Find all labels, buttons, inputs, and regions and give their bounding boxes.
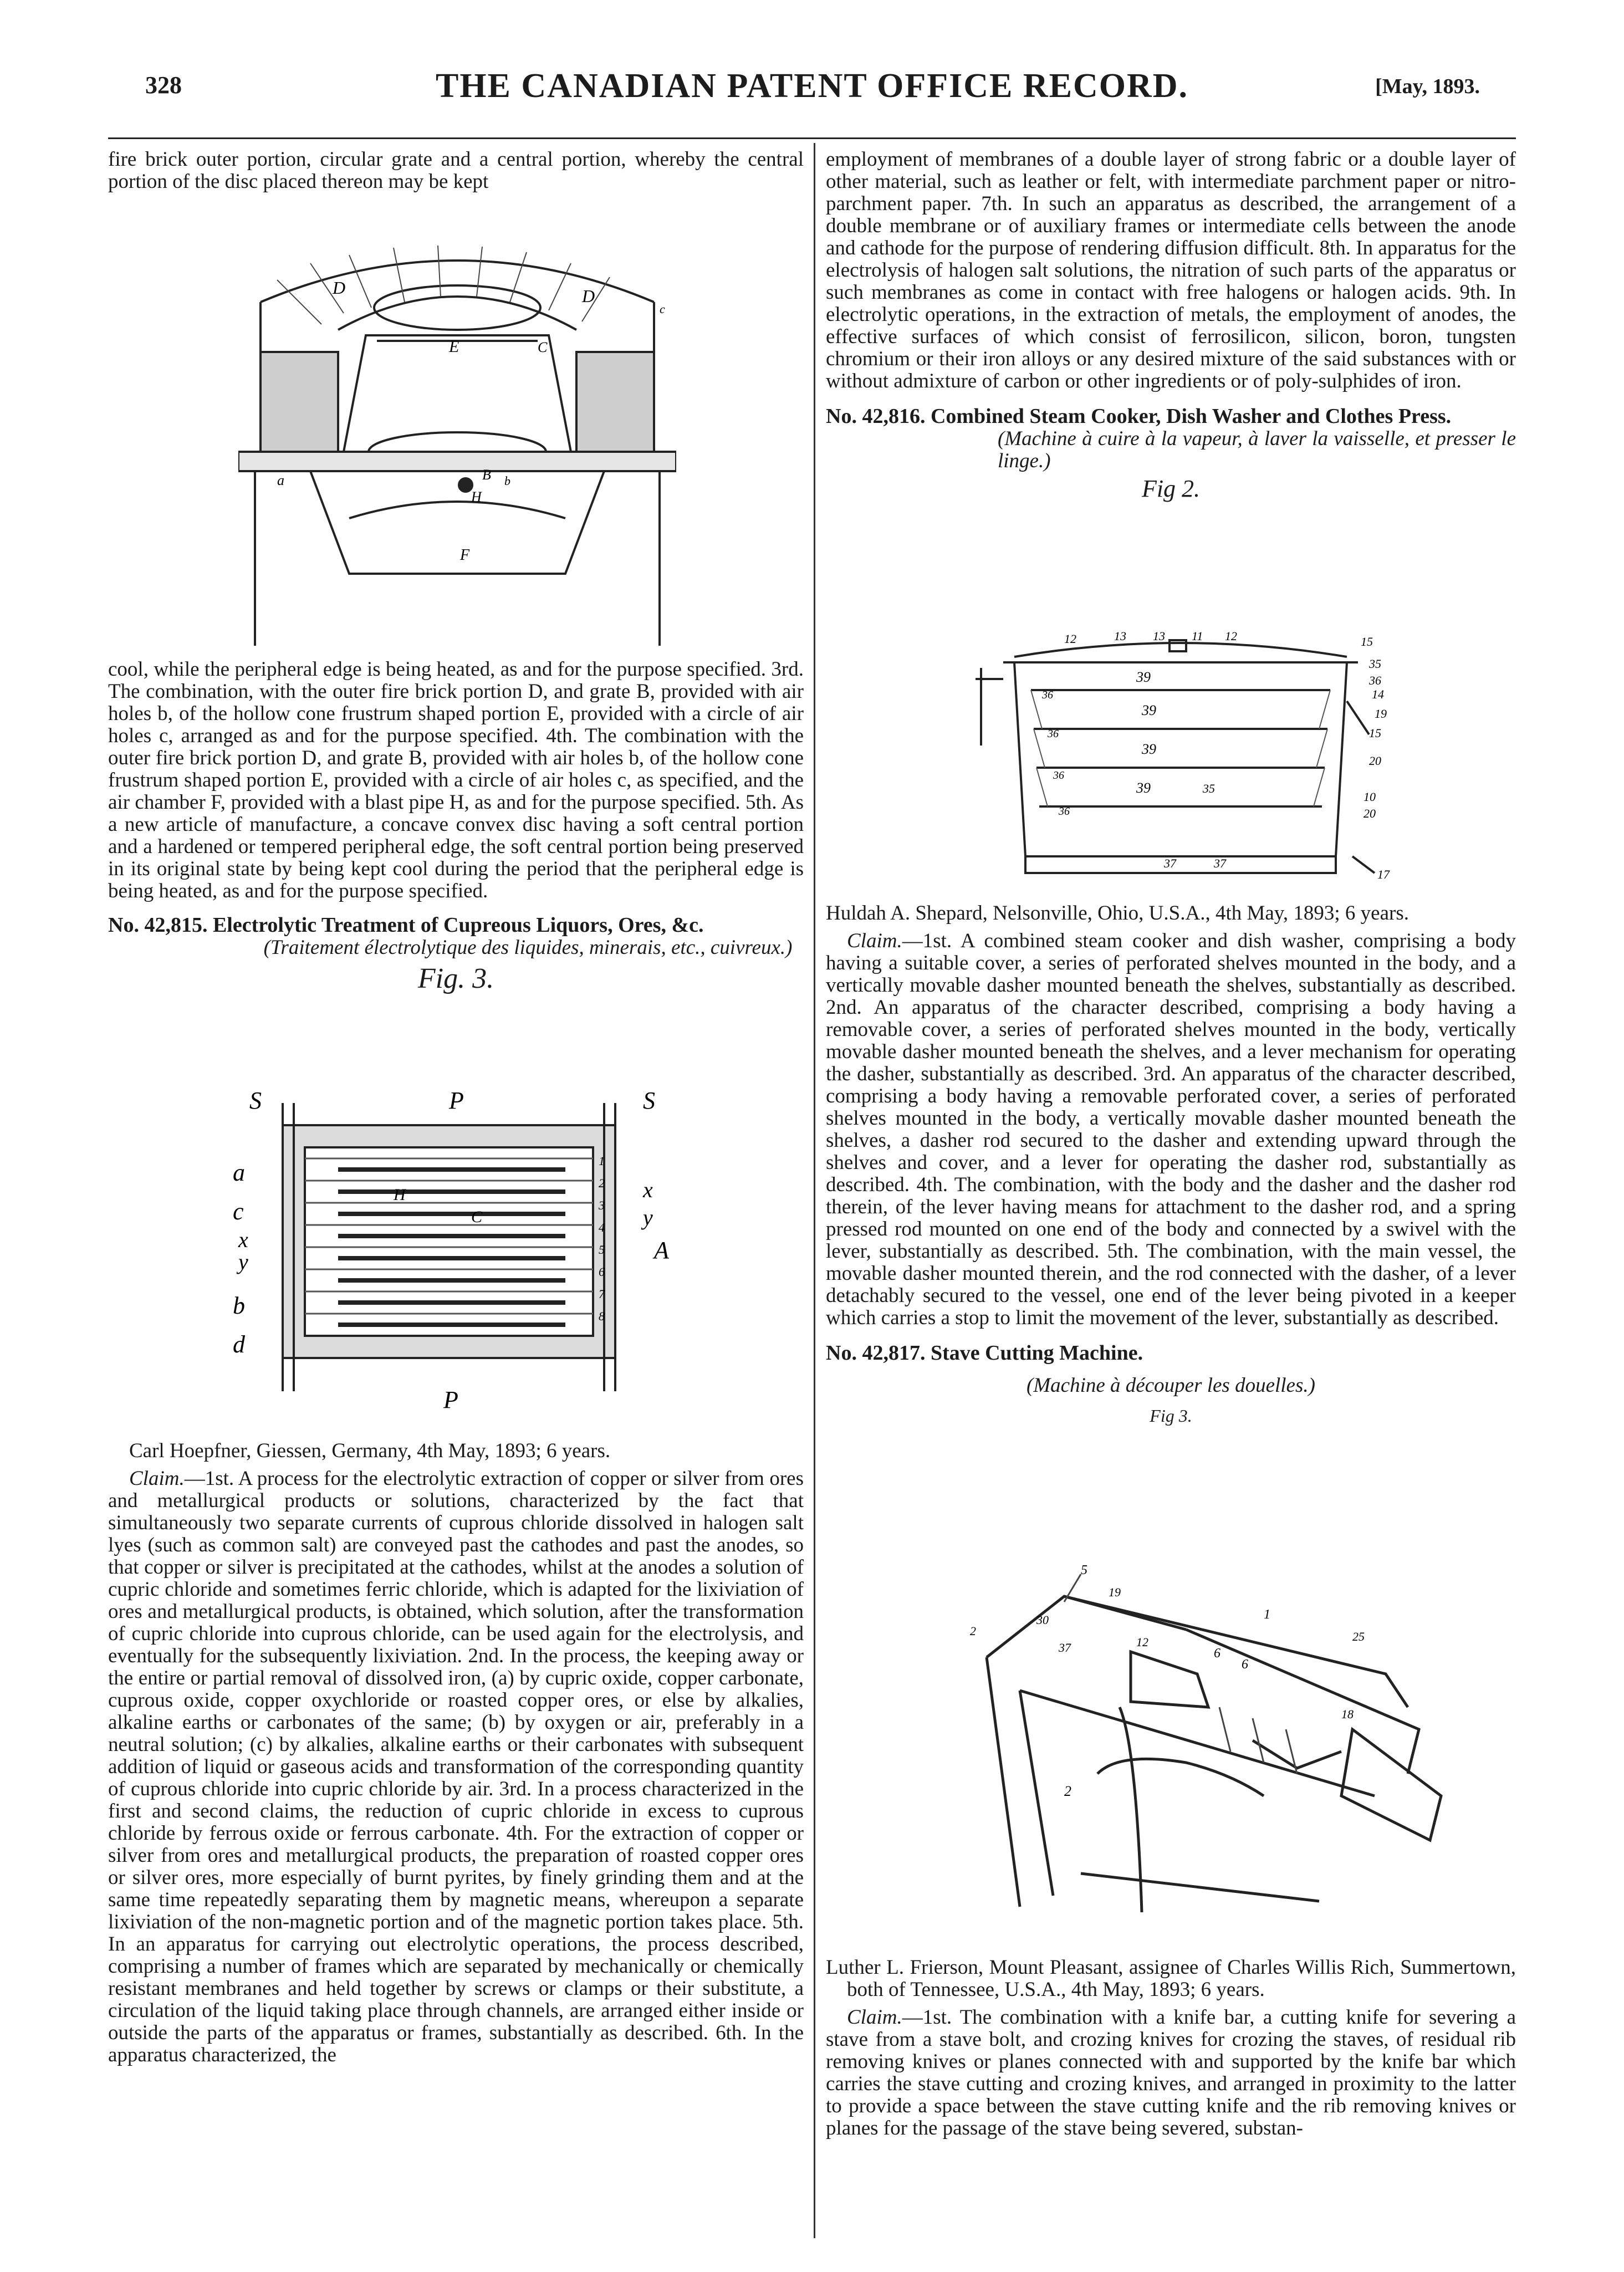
patent-42816-fig-caption: Fig 2. [1141,475,1201,502]
fig3-label-x-right: x [643,1177,653,1202]
header-rule [108,137,1516,139]
claim-text: —1st. The combination with a knife bar, a cutting knife for severing a stave from a stave bolt, and crozing knives for crozing the staves, of residual rib removing knives or planes connected with and supported by the knife bar which carries the stave cutting and crozing knives, and arranged in proximity to the latter to provide a space between the stave cutting knife and the rib removing knives or planes for the passage of the stave being severed, substan- [826,2006,1516,2140]
patent-42816-claim [826,930,1516,1329]
patent-42815-number: No. 42,815. [108,913,208,937]
fig3-label-x-left: x [238,1227,248,1252]
fig2-label-13a: 13 [1114,629,1126,643]
fig3s-label-2-top: 2 [970,1624,976,1638]
fig3-label-p-bottom: P [443,1386,458,1413]
fig3s-label-18: 18 [1341,1707,1354,1721]
fig3s-label-6b: 6 [1242,1657,1248,1672]
fig2-label-36c: 36 [1048,728,1059,740]
furnace-claims-text: cool, while the peripheral edge is being heated, as and for the purpose specified. 3rd. The combination, with the outer fire brick portion D, and grate B, provided with air holes b, of the hollow cone frustrum shaped portion E, provided with a circle of air holes c, arranged as and for the purpose specified. 4th. The combination with the outer fire brick portion D, and grate B, provided with air holes b, of the hollow cone frustrum shaped portion E, provided with a circle of air holes c, as specified, and the air chamber F, provided with a blast pipe H, as and for the purpose specified. 5th. As a new article of manufacture, a concave convex disc having a soft central portion and a hardened or tempered peripheral edge, the soft central portion being preserved in its original state by being kept cool during the period that the peripheral edge is being heated, as and for the purpose specified. [108,658,804,902]
fig2-label-14: 14 [1372,687,1384,701]
patent-42816-heading [826,405,1516,428]
fig2-label-36d: 36 [1053,769,1064,782]
fig2-label-17: 17 [1377,867,1390,881]
fig3-cell-4: 4 [599,1221,605,1234]
fig3-cell-7: 7 [599,1287,605,1301]
fig3-label-c-inner: C [471,1208,483,1226]
fig2-label-20b: 20 [1363,806,1376,820]
fig2-label-36a: 36 [1369,673,1381,687]
fig3s-label-19: 19 [1109,1585,1121,1599]
fig3s-label-37: 37 [1059,1641,1071,1655]
fig3-label-d: d [233,1331,245,1358]
fig3s-label-30: 30 [1036,1613,1049,1627]
patent-42815-heading [108,913,804,937]
fig1-label-e: E [449,338,459,356]
right-column-bottom [826,1957,1516,2140]
fig3s-label-1: 1 [1264,1607,1270,1622]
fig3-label-a: a [233,1159,245,1186]
fig1-label-c: C [538,339,548,355]
fig1-label-h: H [471,489,482,505]
fig2-label-11: 11 [1192,629,1203,643]
fig2-label-13b: 13 [1153,629,1165,643]
patent-42815-claim [108,1468,804,2066]
patent-42817-inventor: Luther L. Frierson, Mount Pleasant, assignee of Charles Willis Rich, Summertown, both of Tennessee, U.S.A., 4th May, 1893; 6 years. [826,1956,1516,2001]
patent-42816-number: No. 42,816. [826,405,926,428]
fig2-label-15a: 15 [1361,635,1373,649]
fig1-label-d-left: D [333,278,346,298]
claim-label: Claim. [847,930,902,952]
fig3-cell-8: 8 [599,1309,605,1323]
claim-text: —1st. A combined steam cooker and dish washer, comprising a body having a suitable cover, a series of perforated shelves mounted in the body, and a vertically movable dasher mounted beneath the shelves, substantially as described. 2nd. An apparatus of the character described, comprising a body having a removable cover, a series of perforated shelves mounted in the body, vertically movable dasher mounted beneath the shelves, and a lever mechanism for operating the dasher, substantially as described. 3rd. An apparatus of the character described, comprising a body having a removable perforated cover, a series of perforated shelves mounted in the body, a vertically movable dasher mounted beneath the shelves, a dasher rod secured to the dasher and extending upward through the shelves and cover, and a lever for operating the dasher rod, substantially as described. 4th. The combination, with the body and the dasher and the dasher rod therein, of the lever having means for attachment to the dasher rod, and a spring pressed rod mounted on one end of the body and connected by a swivel with the lever, substantially as described. 5th. The combination, with the main vessel, the movable dasher mounted therein, and the rod connected with the dasher, of a lever detachably secured to the vessel, one end of the lever being pivoted in a keeper which carries a stop to limit the movement of the lever, substantially as described. [826,930,1516,1329]
fig2-label-15b: 15 [1369,726,1381,740]
fig3-label-y-right: y [643,1205,653,1230]
claim-label: Claim. [847,2006,902,2029]
fig2-label-10: 10 [1363,790,1376,804]
patent-42815-title: Electrolytic Treatment of Cupreous Liquors, Ores, &c. [212,913,704,937]
patent-42817-french-title: (Machine à découper les douelles.) [1027,1374,1315,1397]
fig3-label-h: H [394,1186,406,1204]
fig1-label-b: b [504,474,510,488]
claim-text: —1st. A process for the electrolytic extraction of copper or silver from ores and metallurgical products or solutions, characterized by the fact that simultaneously two separate currents of cuprous chloride dissolved in halogen salt lyes (such as common salt) are conveyed past the cathodes and past the anodes, so that copper or silver is precipitated at the cathodes, whilst at the anodes a solution of cupric chloride and sometimes ferric chloride, which is adapted for the lixiviation of ores and metallurgical products, is obtained, which solution, after the transformation of cupric chloride into cuprous chloride, can be used again for the electrolysis, and eventually for the subsequently lixiviation. 2nd. In the process, the keeping away or the entire or partial removal of dissolved iron, (a) by cupric oxide, copper carbonate, cuprous oxide, copper oxychloride or roasted copper ores, or else by alkalies, alkaline earths or carbonates of the same; (b) by oxygen or air, preferably in a neutral solution; (c) by alkalies, alkaline earths or their carbonates with subsequent addition of liquid or gaseous acids and transformation of the corresponding quantity of cuprous chloride into cupric chloride by air. 3rd. In a process characterized in the first and second claims, the reduction of cupric chloride in excess to cuprous chloride by ferrous oxide or ferrous carbonate. 4th. For the extraction of copper or silver from ores and metallurgical products, the preparation of roasted copper ores or silver ores, more especially of burnt pyrites, by finely grinding them and at the same time repeatedly separating them by magnetic means, whereupon a separate lixiviation of the non-magnetic portion and of the magnetic portion takes place. 5th. In an apparatus for carrying out electrolytic operations, the process described, comprising a number of frames which are separated by mechanically or chemically resistant membranes and held together by screws or clamps or their substitute, a circulation of the liquid taking place through channels, are arranged either inside or outside the parts of the apparatus or frames, substantially as described. 6th. In the apparatus characterized, the [108,1467,804,2066]
continued-claim-text: fire brick outer portion, circular grate and a central portion, whereby the central portion of the disc placed thereon may be kept [108,148,804,193]
fig1-label-c-edge: c [660,302,665,316]
fig3s-label-25: 25 [1352,1630,1365,1643]
stave-cutting-machine-figure [953,1563,1452,1918]
claim-label: Claim. [129,1467,185,1490]
column-divider [814,143,815,2238]
fig3-label-y-left: y [238,1249,248,1274]
right-column-top [826,149,1516,503]
patent-42815-french-title: (Traitement électrolytique des liquides, minerais, etc., cuivreux.) [263,936,793,959]
fig2-label-39c: 39 [1142,741,1156,757]
continued-claims-electrolytic: employment of membranes of a double layer of strong fabric or a double layer of other material, such as leather or felt, with intermediate parchment paper or nitro-parchment paper. 7th. In such an apparatus as described, the arrangement of a double membrane or of auxiliary frames or intermediate cells between the anode and cathode for the purpose of rendering diffusion difficult. 8th. In apparatus for the electrolysis of halogen salt solutions, the nitration of such parts of the apparatus or such membranes as come in contact with free halogens or halogen acids. 9th. In electrolytic operations, in the extraction of metals, the employment of anodes, the effective surfaces of which consist of ferrosilicon, silicon, boron, tungsten chromium or their iron alloys or any desired mixture of the said substances with or without admixture of carbon or other ingredients or of poly-sulphides of iron. [826,148,1516,392]
fig3-label-b: b [233,1292,245,1319]
fig1-label-d-right: D [582,286,595,306]
fig2-label-39a: 39 [1136,669,1151,685]
fig3-label-p-top: P [449,1092,464,1114]
left-column-body [108,658,804,995]
fig3-cell-5: 5 [599,1243,605,1257]
fig2-label-20a: 20 [1369,754,1381,768]
fig3s-label-6a: 6 [1214,1646,1220,1661]
patent-42815-fig-caption: Fig. 3. [417,963,494,994]
patent-42816-inventor: Huldah A. Shepard, Nelsonville, Ohio, U.S.A., 4th May, 1893; 6 years. [826,902,1409,925]
fig2-label-35b: 35 [1203,782,1215,795]
electrolytic-apparatus-figure [211,1092,687,1413]
patent-42817-fig-caption: Fig 3. [1150,1406,1192,1426]
patent-42817-heading [826,1341,1516,1365]
fig3-cell-6: 6 [599,1265,605,1279]
fig3-label-s-right: S [643,1092,655,1114]
patent-42815-inventor: Carl Hoepfner, Giessen, Germany, 4th May, 1893; 6 years. [129,1439,611,1462]
left-column-top [108,149,804,193]
fig2-label-12b: 12 [1225,629,1237,643]
page-number: 328 [145,72,182,99]
patent-42817-number: No. 42,817. [826,1341,926,1365]
patent-42817-title: Stave Cutting Machine. [930,1341,1143,1365]
left-column-claim [108,1440,804,2066]
fig3-label-c: c [233,1198,244,1225]
fig1-label-b-cap: B [482,467,491,483]
fig2-label-36e: 36 [1059,805,1070,818]
furnace-figure [238,241,676,662]
fig3-label-a-cap: A [654,1237,669,1264]
fig3-cell-2: 2 [599,1176,605,1190]
patent-42816-french-title: (Machine à cuire à la vapeur, à laver la vaisselle, et presser le linge.) [998,427,1516,472]
page-header [0,67,1624,115]
fig2-label-39d: 39 [1136,780,1151,796]
fig3-cell-3: 3 [599,1198,605,1212]
fig3-label-s-left: S [249,1092,262,1114]
fig3s-label-5: 5 [1081,1563,1087,1577]
fig2-label-37a: 37 [1164,856,1176,870]
steam-cooker-figure [970,624,1391,884]
fig2-label-36b: 36 [1042,689,1053,701]
fig2-label-19: 19 [1375,707,1387,721]
fig1-label-f: F [460,547,470,564]
fig2-label-39b: 39 [1142,702,1156,718]
fig1-label-a: a [277,472,284,488]
issue-date: [May, 1893. [1375,75,1480,98]
journal-title: THE CANADIAN PATENT OFFICE RECORD. [435,67,1189,105]
fig3s-label-12: 12 [1136,1635,1148,1649]
right-column-middle [826,902,1516,1427]
fig2-label-35a: 35 [1369,657,1381,671]
patent-42817-claim [826,2006,1516,2140]
patent-42816-title: Combined Steam Cooker, Dish Washer and Clothes Press. [930,405,1452,428]
fig3-cell-1: 1 [599,1154,605,1168]
fig2-label-12a: 12 [1064,632,1076,646]
fig3s-label-2-leg: 2 [1064,1783,1071,1799]
fig2-label-37b: 37 [1214,856,1226,870]
